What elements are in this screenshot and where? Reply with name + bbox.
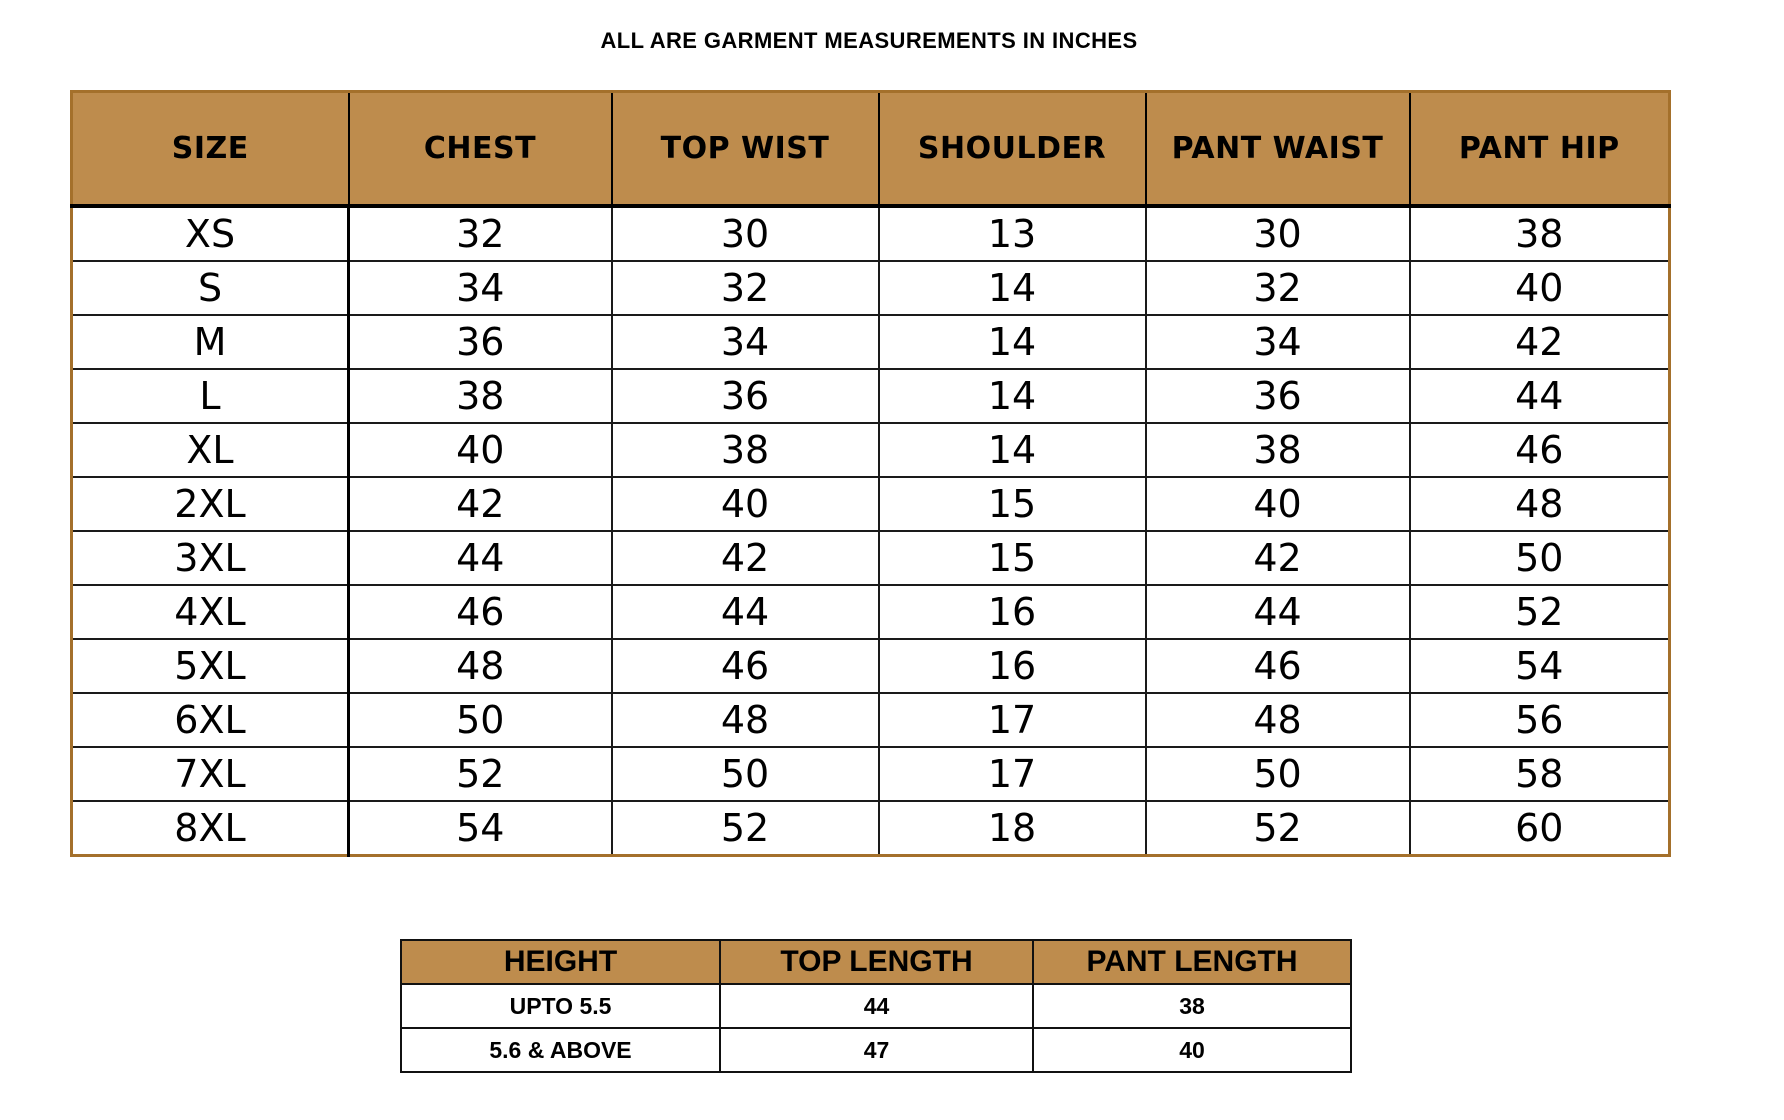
table-row [72, 315, 1670, 369]
measurement-cell: 42 [1146, 531, 1410, 585]
measurement-cell: 60 [1410, 801, 1670, 856]
table-row [72, 369, 1670, 423]
size-cell: 8XL [72, 801, 349, 856]
size-chart-table [70, 90, 1671, 857]
measurement-cell: 50 [349, 693, 612, 747]
height-cell: UPTO 5.5 [401, 984, 720, 1028]
measurement-cell: 15 [879, 477, 1146, 531]
measurement-cell: 36 [349, 315, 612, 369]
measurement-cell: 32 [1146, 261, 1410, 315]
table-row [72, 261, 1670, 315]
size-cell: XL [72, 423, 349, 477]
measurement-cell: 14 [879, 369, 1146, 423]
table-row [72, 585, 1670, 639]
size-cell: 7XL [72, 747, 349, 801]
table-row [72, 801, 1670, 856]
measurement-cell: 40 [612, 477, 879, 531]
measurement-cell: 52 [349, 747, 612, 801]
measurement-cell: 38 [1146, 423, 1410, 477]
table-row [401, 1028, 1351, 1072]
measurement-cell: 14 [879, 423, 1146, 477]
measurement-cell: 38 [1410, 206, 1670, 261]
size-cell: 2XL [72, 477, 349, 531]
size-cell: 4XL [72, 585, 349, 639]
measurement-cell: 56 [1410, 693, 1670, 747]
table-row [72, 531, 1670, 585]
size-cell: 5XL [72, 639, 349, 693]
column-header-chest: CHEST [349, 92, 612, 207]
table-row [72, 747, 1670, 801]
table-row [72, 639, 1670, 693]
size-cell: 6XL [72, 693, 349, 747]
measurement-cell: 48 [349, 639, 612, 693]
measurement-cell: 46 [349, 585, 612, 639]
measurement-cell: 30 [612, 206, 879, 261]
measurement-cell: 44 [720, 984, 1033, 1028]
measurement-cell: 52 [1146, 801, 1410, 856]
size-cell: 3XL [72, 531, 349, 585]
measurement-cell: 48 [1146, 693, 1410, 747]
measurement-cell: 40 [349, 423, 612, 477]
measurement-cell: 47 [720, 1028, 1033, 1072]
size-cell: XS [72, 206, 349, 261]
measurement-cell: 50 [1146, 747, 1410, 801]
column-header-size: SIZE [72, 92, 349, 207]
size-cell: M [72, 315, 349, 369]
size-cell: L [72, 369, 349, 423]
table-row [72, 423, 1670, 477]
measurement-cell: 54 [349, 801, 612, 856]
measurement-cell: 42 [612, 531, 879, 585]
measurement-cell: 36 [1146, 369, 1410, 423]
measurement-cell: 32 [612, 261, 879, 315]
measurement-cell: 44 [349, 531, 612, 585]
height-cell: 5.6 & ABOVE [401, 1028, 720, 1072]
measurement-cell: 44 [1410, 369, 1670, 423]
column-header-top-length: TOP LENGTH [720, 940, 1033, 984]
measurement-cell: 46 [1146, 639, 1410, 693]
measurement-cell: 13 [879, 206, 1146, 261]
measurement-cell: 52 [612, 801, 879, 856]
measurement-cell: 48 [1410, 477, 1670, 531]
table-row [72, 693, 1670, 747]
measurement-cell: 42 [1410, 315, 1670, 369]
table-row [401, 984, 1351, 1028]
column-header-height: HEIGHT [401, 940, 720, 984]
measurement-cell: 40 [1033, 1028, 1351, 1072]
measurement-cell: 50 [612, 747, 879, 801]
column-header-pant-hip: PANT HIP [1410, 92, 1670, 207]
measurement-cell: 38 [1033, 984, 1351, 1028]
measurement-cell: 38 [612, 423, 879, 477]
measurement-cell: 32 [349, 206, 612, 261]
table-row [72, 477, 1670, 531]
measurement-cell: 34 [1146, 315, 1410, 369]
measurement-cell: 16 [879, 585, 1146, 639]
page-title: ALL ARE GARMENT MEASUREMENTS IN INCHES [600, 28, 1138, 53]
length-chart-table [400, 939, 1352, 1073]
measurement-cell: 48 [612, 693, 879, 747]
measurement-cell: 44 [612, 585, 879, 639]
length-chart-header-row [401, 940, 1351, 984]
column-header-pant-waist: PANT WAIST [1146, 92, 1410, 207]
column-header-shoulder: SHOULDER [879, 92, 1146, 207]
measurement-cell: 18 [879, 801, 1146, 856]
measurement-cell: 52 [1410, 585, 1670, 639]
measurement-cell: 44 [1146, 585, 1410, 639]
measurement-cell: 46 [1410, 423, 1670, 477]
measurement-cell: 14 [879, 261, 1146, 315]
measurement-cell: 17 [879, 747, 1146, 801]
column-header-top-wist: TOP WIST [612, 92, 879, 207]
measurement-cell: 15 [879, 531, 1146, 585]
size-cell: S [72, 261, 349, 315]
measurement-cell: 38 [349, 369, 612, 423]
measurement-cell: 58 [1410, 747, 1670, 801]
measurement-cell: 42 [349, 477, 612, 531]
column-header-pant-length: PANT LENGTH [1033, 940, 1351, 984]
measurement-cell: 46 [612, 639, 879, 693]
measurement-cell: 36 [612, 369, 879, 423]
table-row [72, 206, 1670, 261]
measurement-cell: 54 [1410, 639, 1670, 693]
measurement-cell: 34 [349, 261, 612, 315]
measurement-cell: 16 [879, 639, 1146, 693]
measurement-cell: 30 [1146, 206, 1410, 261]
measurement-cell: 50 [1410, 531, 1670, 585]
measurement-cell: 17 [879, 693, 1146, 747]
measurement-cell: 14 [879, 315, 1146, 369]
measurement-cell: 40 [1146, 477, 1410, 531]
measurement-cell: 40 [1410, 261, 1670, 315]
measurement-cell: 34 [612, 315, 879, 369]
size-chart-header-row [72, 92, 1670, 207]
